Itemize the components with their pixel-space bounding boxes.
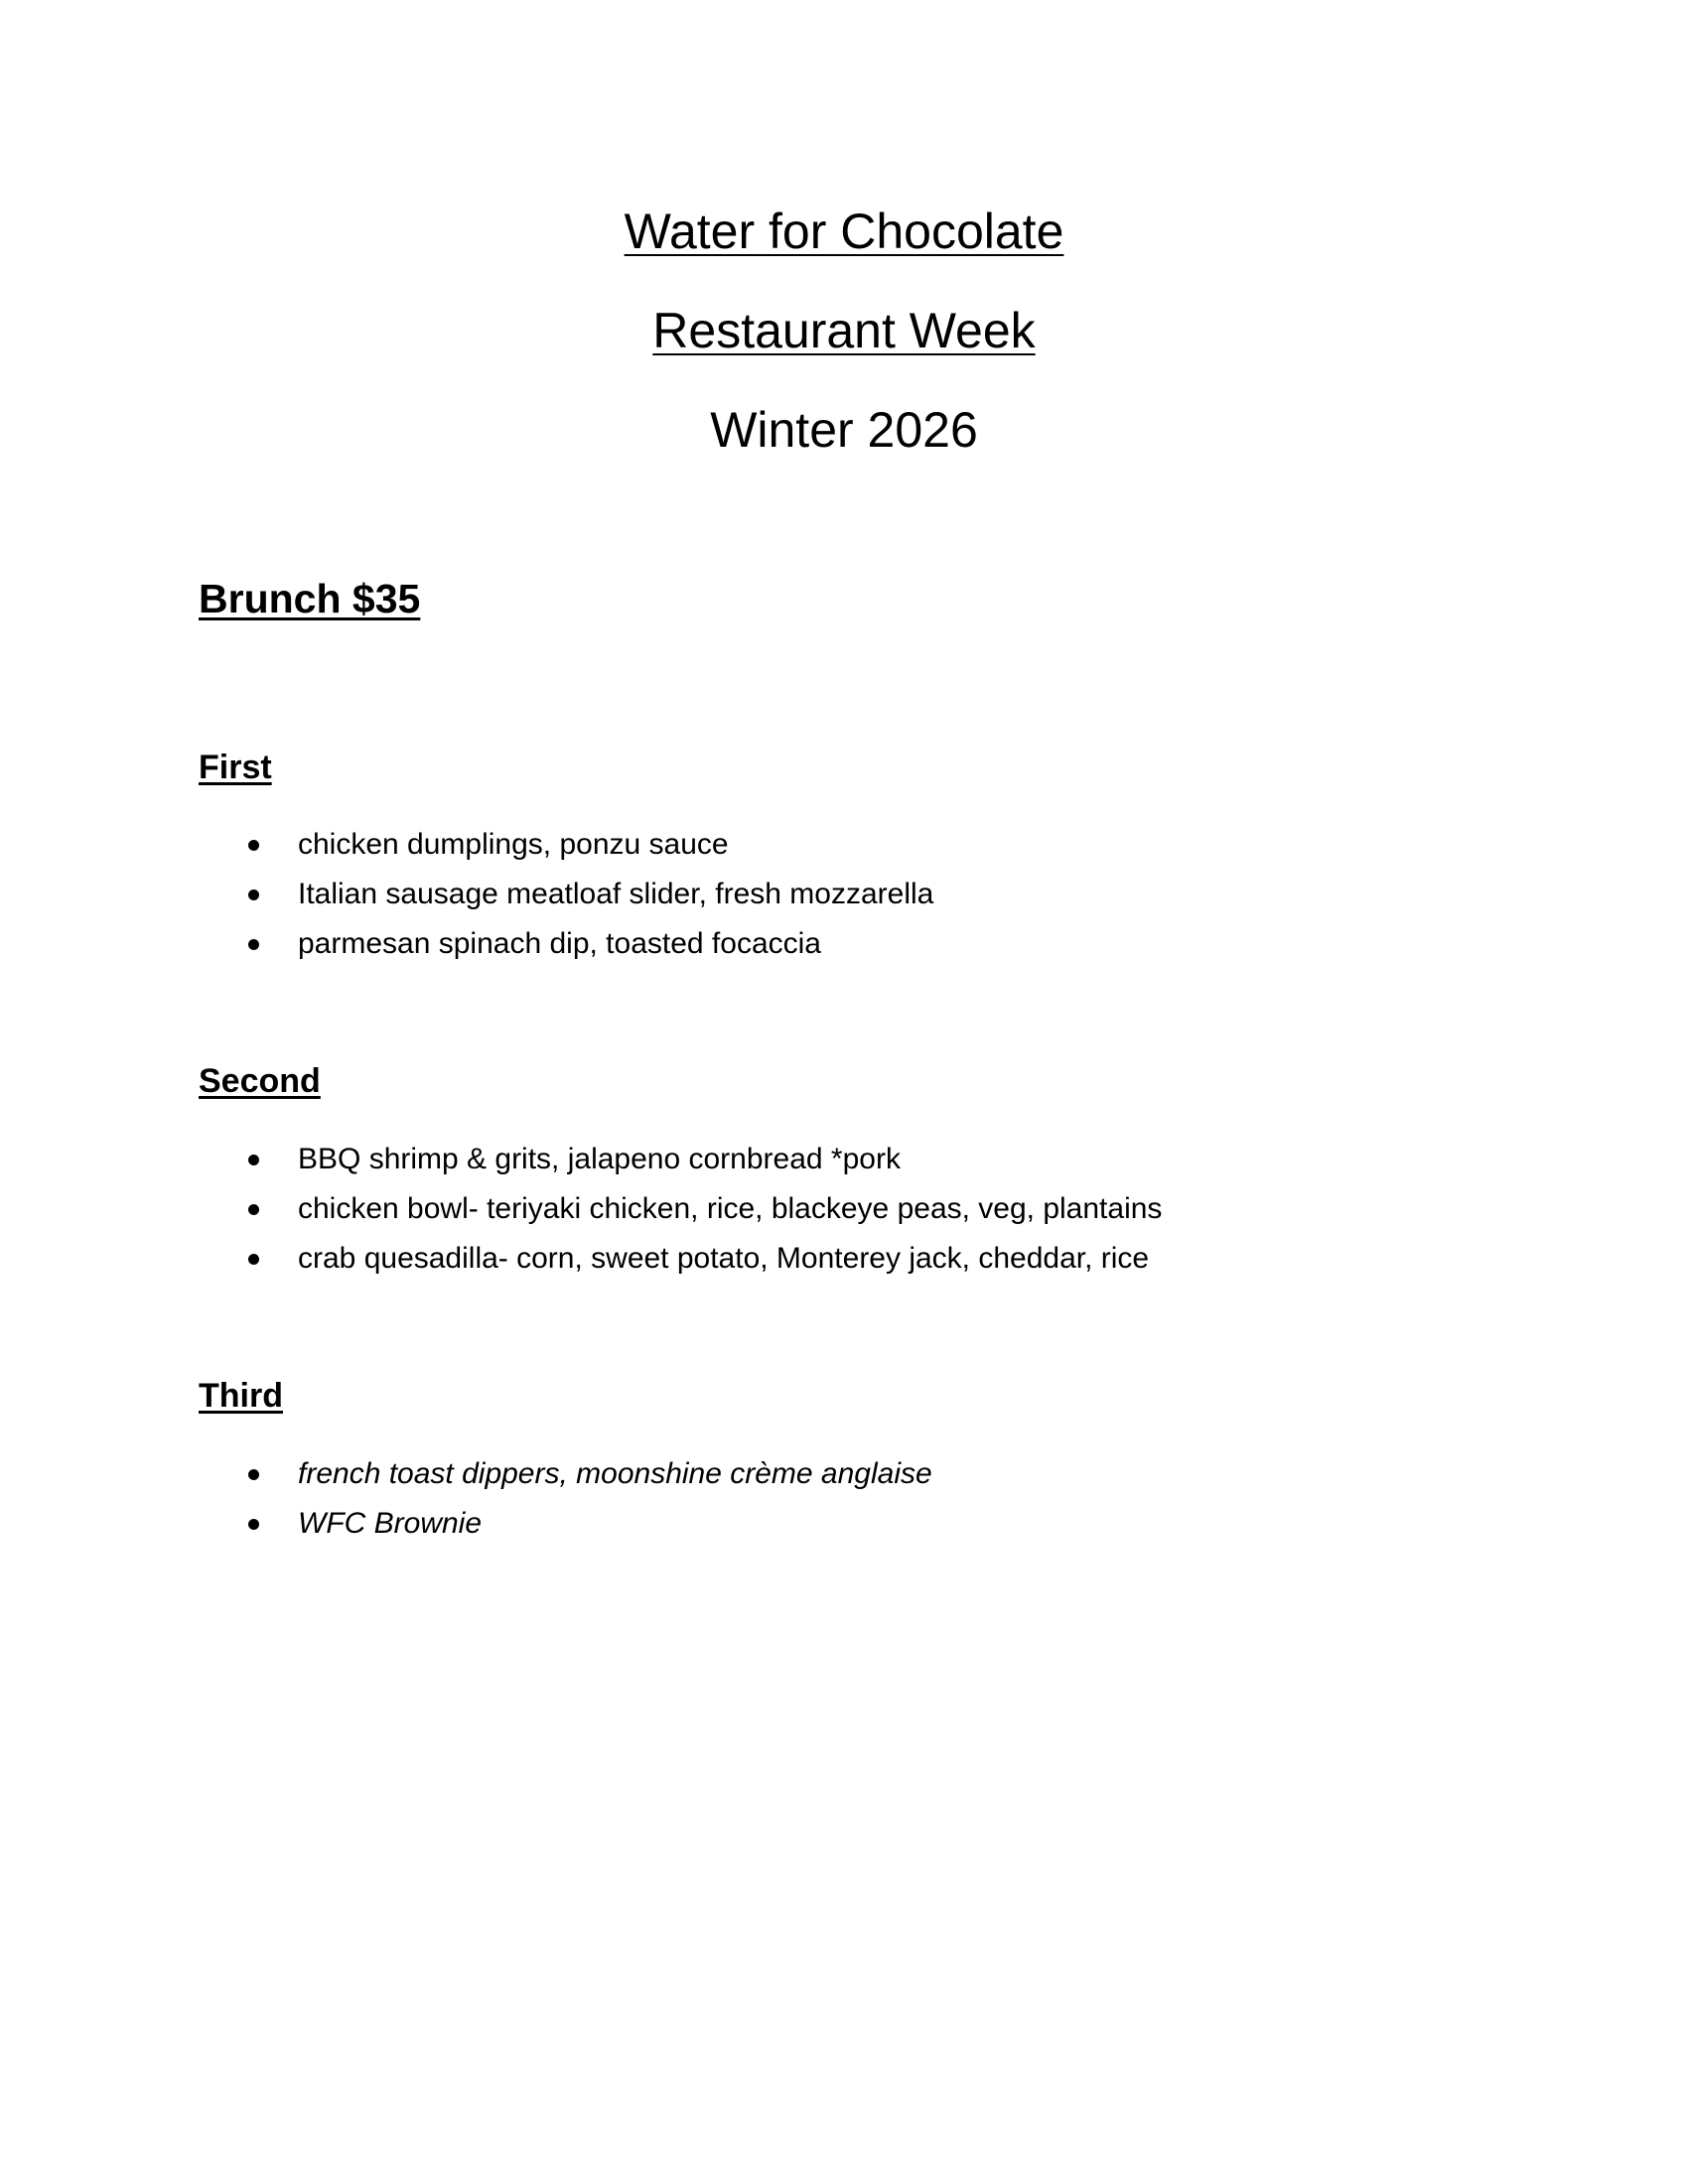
bullet-icon — [248, 1155, 259, 1165]
menu-item-text: chicken bowl- teriyaki chicken, rice, blackeye peas, veg, plantains — [298, 1192, 1163, 1225]
list-item — [199, 1135, 1589, 1184]
menu-item-text: BBQ shrimp & grits, jalapeno cornbread *pork — [298, 1143, 901, 1175]
bullet-icon — [248, 889, 259, 900]
list-item — [199, 1449, 1589, 1499]
course-list-first — [199, 820, 1589, 969]
bullet-icon — [248, 1469, 259, 1480]
menu-item-text: chicken dumplings, ponzu sauce — [298, 828, 729, 861]
list-item — [199, 1499, 1589, 1549]
brunch-price-heading: Brunch $35 — [199, 576, 421, 621]
restaurant-name-title — [0, 202, 1688, 261]
course-heading-third: Third — [199, 1377, 283, 1415]
menu-item-text: WFC Brownie — [298, 1507, 483, 1540]
list-item — [199, 1184, 1589, 1234]
course-heading-second: Second — [199, 1062, 321, 1100]
restaurant-name-text: Water for Chocolate — [624, 204, 1064, 259]
menu-item-text: french toast dippers, moonshine crème anglaise — [298, 1457, 932, 1490]
season-title — [0, 400, 1688, 460]
list-item — [199, 820, 1589, 870]
bullet-icon — [248, 1254, 259, 1265]
menu-item-text: crab quesadilla- corn, sweet potato, Monterey jack, cheddar, rice — [298, 1242, 1150, 1275]
course-heading-first: First — [199, 749, 272, 786]
course-list-second — [199, 1135, 1589, 1284]
bullet-icon — [248, 1204, 259, 1215]
bullet-icon — [248, 1519, 259, 1530]
bullet-icon — [248, 840, 259, 851]
bullet-icon — [248, 939, 259, 950]
list-item — [199, 870, 1589, 919]
course-list-third — [199, 1449, 1589, 1549]
list-item — [199, 1234, 1589, 1284]
list-item — [199, 919, 1589, 969]
menu-item-text: parmesan spinach dip, toasted focaccia — [298, 927, 821, 960]
season-title-text: Winter 2026 — [710, 402, 978, 458]
event-title-text: Restaurant Week — [652, 303, 1036, 358]
menu-item-text: Italian sausage meatloaf slider, fresh mozzarella — [298, 878, 934, 910]
event-title — [0, 301, 1688, 360]
